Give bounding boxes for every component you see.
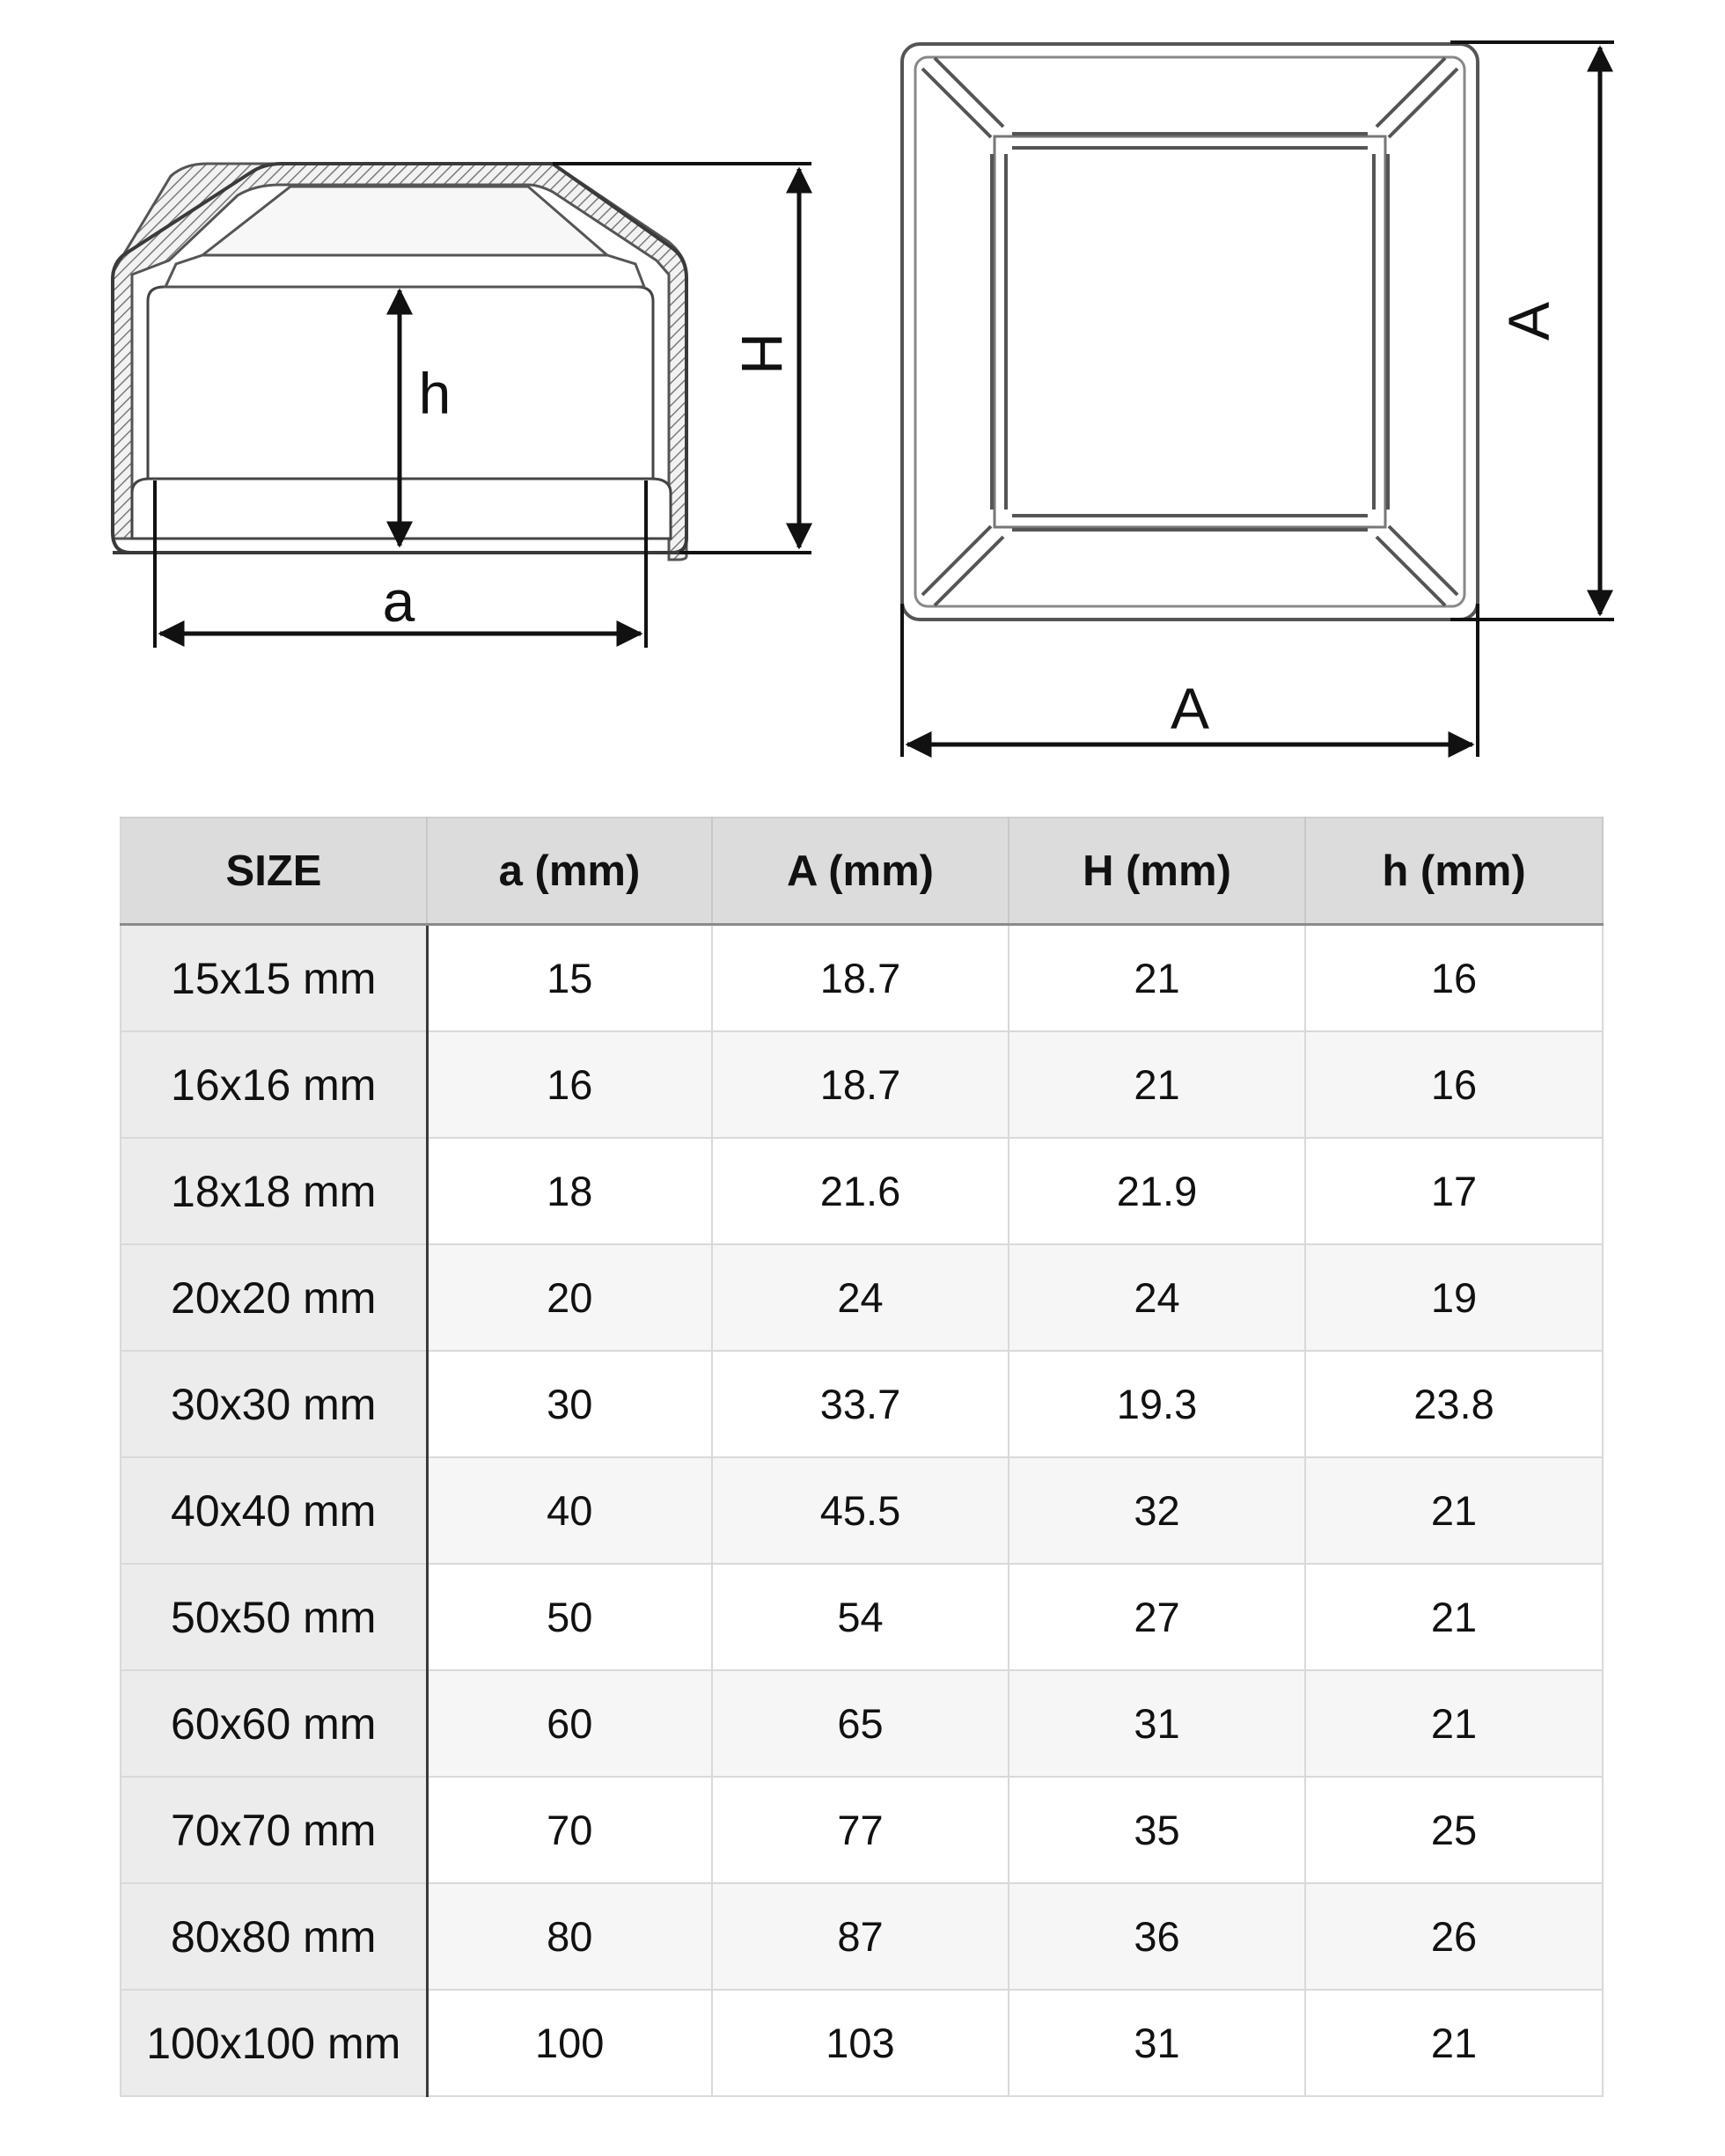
size-cell: 16x16 mm	[121, 1031, 427, 1138]
H-cell: 21	[1009, 1031, 1305, 1138]
h-cell: 16	[1305, 925, 1603, 1032]
A-cell: 87	[712, 1883, 1009, 1990]
a-cell: 70	[427, 1777, 712, 1883]
size-cell: 20x20 mm	[121, 1244, 427, 1351]
header-A-mm: A (mm)	[712, 818, 1009, 925]
A-cell: 24	[712, 1244, 1009, 1351]
header-h-mm: h (mm)	[1305, 818, 1603, 925]
top-view-drawing	[902, 42, 1614, 757]
a-cell: 16	[427, 1031, 712, 1138]
A-cell: 18.7	[712, 1031, 1009, 1138]
A-cell: 65	[712, 1670, 1009, 1777]
table-row	[121, 925, 1603, 1032]
a-cell: 18	[427, 1138, 712, 1244]
h-dimension-label: h	[418, 361, 451, 426]
h-cell: 21	[1305, 1564, 1603, 1670]
table-row	[121, 1883, 1603, 1990]
h-cell: 23.8	[1305, 1351, 1603, 1457]
A-cell: 21.6	[712, 1138, 1009, 1244]
size-cell: 60x60 mm	[121, 1670, 427, 1777]
a-cell: 50	[427, 1564, 712, 1670]
cap-inner-top-face	[202, 187, 607, 255]
A-horizontal-dimension-label: A	[1170, 676, 1210, 741]
a-cell: 100	[427, 1990, 712, 2096]
a-cell: 80	[427, 1883, 712, 1990]
a-dimension-label: a	[382, 568, 415, 634]
h-cell: 21	[1305, 1990, 1603, 2096]
size-cell: 30x30 mm	[121, 1351, 427, 1457]
A-cell: 18.7	[712, 925, 1009, 1032]
H-cell: 21.9	[1009, 1138, 1305, 1244]
size-cell: 100x100 mm	[121, 1990, 427, 2096]
table-row	[121, 1138, 1603, 1244]
header-H-mm: H (mm)	[1009, 818, 1305, 925]
size-cell: 80x80 mm	[121, 1883, 427, 1990]
table-row	[121, 1777, 1603, 1883]
h-cell: 21	[1305, 1670, 1603, 1777]
A-cell: 45.5	[712, 1457, 1009, 1564]
A-cell: 33.7	[712, 1351, 1009, 1457]
side-view-drawing	[113, 164, 811, 648]
H-cell: 32	[1009, 1457, 1305, 1564]
table-row	[121, 1670, 1603, 1777]
header-size: SIZE	[121, 818, 427, 925]
H-dimension-label: H	[730, 333, 795, 375]
table-header-row	[121, 818, 1603, 925]
h-cell: 26	[1305, 1883, 1603, 1990]
a-cell: 40	[427, 1457, 712, 1564]
size-cell: 70x70 mm	[121, 1777, 427, 1883]
H-cell: 24	[1009, 1244, 1305, 1351]
size-cell: 15x15 mm	[121, 925, 427, 1032]
a-cell: 15	[427, 925, 712, 1032]
size-cell: 40x40 mm	[121, 1457, 427, 1564]
a-cell: 30	[427, 1351, 712, 1457]
A-vertical-dimension-label: A	[1496, 301, 1561, 341]
size-specification-table	[120, 817, 1604, 2097]
H-cell: 19.3	[1009, 1351, 1305, 1457]
h-cell: 25	[1305, 1777, 1603, 1883]
cap-inner-top-band	[165, 255, 644, 287]
header-a-mm: a (mm)	[427, 818, 712, 925]
technical-drawings	[0, 0, 1725, 792]
table-row	[121, 1031, 1603, 1138]
h-cell: 21	[1305, 1457, 1603, 1564]
size-cell: 50x50 mm	[121, 1564, 427, 1670]
h-cell: 16	[1305, 1031, 1603, 1138]
cap-inner-square	[995, 136, 1385, 527]
size-cell: 18x18 mm	[121, 1138, 427, 1244]
A-cell: 103	[712, 1990, 1009, 2096]
h-cell: 19	[1305, 1244, 1603, 1351]
A-cell: 77	[712, 1777, 1009, 1883]
H-cell: 36	[1009, 1883, 1305, 1990]
a-cell: 60	[427, 1670, 712, 1777]
H-cell: 35	[1009, 1777, 1305, 1883]
table-row	[121, 1457, 1603, 1564]
table-body	[121, 925, 1603, 2097]
A-cell: 54	[712, 1564, 1009, 1670]
H-cell: 31	[1009, 1990, 1305, 2096]
a-cell: 20	[427, 1244, 712, 1351]
table-row	[121, 1990, 1603, 2096]
table-row	[121, 1244, 1603, 1351]
H-cell: 21	[1009, 925, 1305, 1032]
table-row	[121, 1351, 1603, 1457]
table-row	[121, 1564, 1603, 1670]
H-cell: 31	[1009, 1670, 1305, 1777]
h-cell: 17	[1305, 1138, 1603, 1244]
H-cell: 27	[1009, 1564, 1305, 1670]
